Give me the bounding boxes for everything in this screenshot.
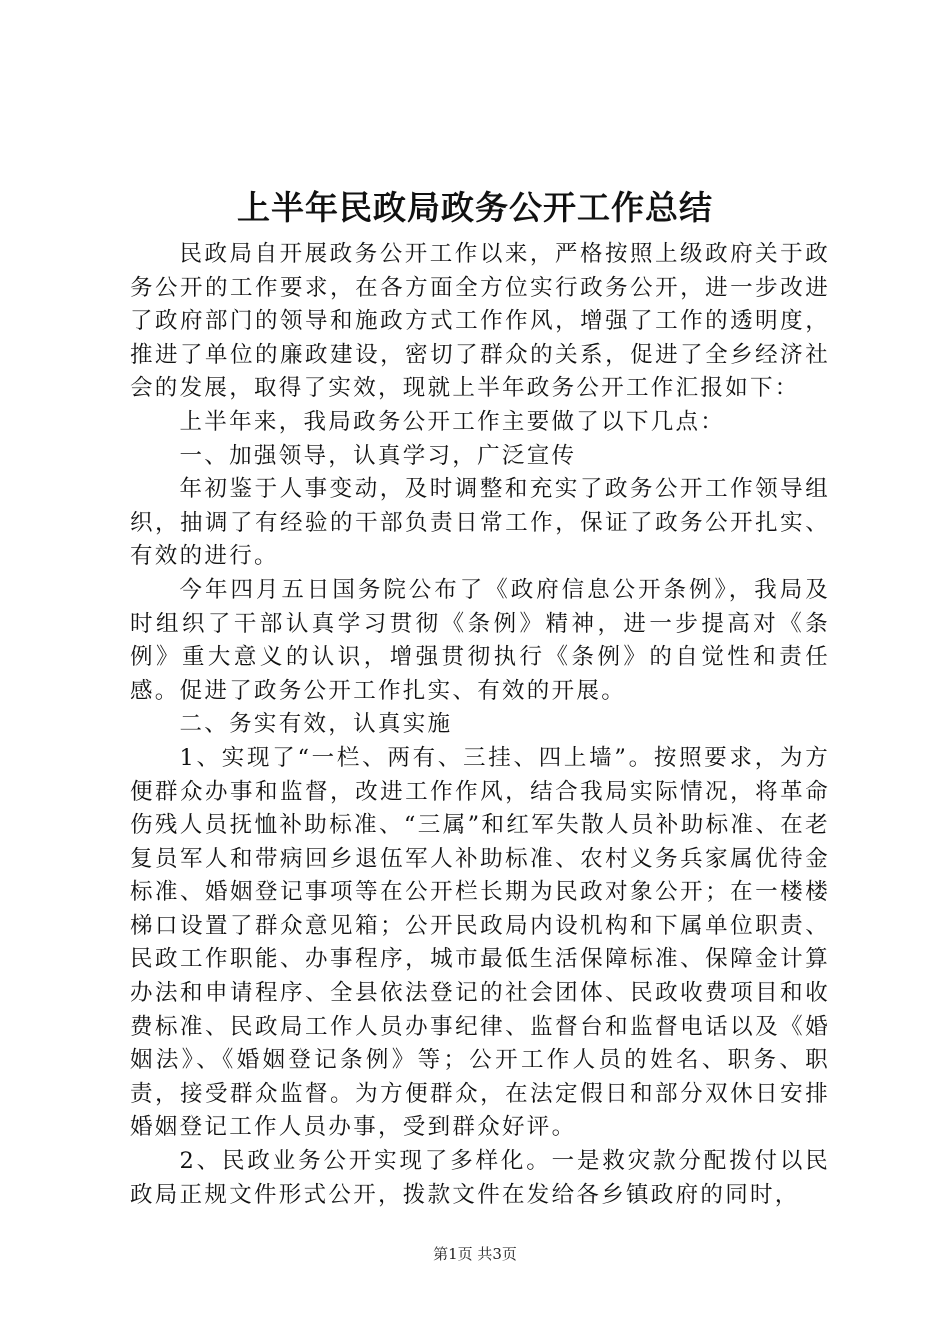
- paragraph-regulations: 今年四月五日国务院公布了《政府信息公开条例》，我局及时组织了干部认真学习贯彻《条例》精神，进一步提高对《条例》重大意义的认识，增强贯彻执行《条例》的自觉性和责任感。促进了政务公开工作扎实、有效的开展。: [130, 576, 830, 704]
- document-body: [130, 238, 830, 1212]
- paragraph-summary-lead: 上半年来，我局政务公开工作主要做了以下几点：: [179, 408, 726, 435]
- document-title: 上半年民政局政务公开工作总结: [237, 188, 713, 227]
- section-heading-2: 二、务实有效，认真实施: [179, 711, 453, 738]
- paragraph-item-2: 2、民政业务公开实现了多样化。一是救灾款分配拨付以民政局正规文件形式公开，拨款文件在发给各乡镇政府的同时，: [130, 1148, 830, 1208]
- paragraph-leadership: 年初鉴于人事变动，及时调整和充实了政务公开工作领导组织，抽调了有经验的干部负责日常工作，保证了政务公开扎实、有效的进行。: [130, 476, 830, 570]
- page-number-footer: 第1页 共3页: [433, 1245, 517, 1263]
- paragraph-intro: 民政局自开展政务公开工作以来，严格按照上级政府关于政务公开的工作要求，在各方面全方位实行政务公开，进一步改进了政府部门的领导和施政方式工作作风，增强了工作的透明度，推进了单位的廉政建设，密切了群众的关系，促进了全乡经济社会的发展，取得了实效，现就上半年政务公开工作汇报如下：: [130, 241, 830, 402]
- paragraph-item-1: 1、实现了“一栏、两有、三挂、四上墙”。按照要求，为方便群众办事和监督，改进工作作风，结合我局实际情况，将革命伤残人员抚恤补助标准、“三属”和红军失散人员补助标准、在老复员军人和带病回乡退伍军人补助标准、农村义务兵家属优待金标准、婚姻登记事项等在公开栏长期为民政对象公开；在一楼楼梯口设置了群众意见箱；公开民政局内设机构和下属单位职责、民政工作职能、办事程序，城市最低生活保障标准、保障金计算办法和申请程序、全县依法登记的社会团体、民政收费项目和收费标准、民政局工作人员办事纪律、监督台和监督电话以及《婚姻法》、《婚姻登记条例》等；公开工作人员的姓名、职务、职责，接受群众监督。为方便群众，在法定假日和部分双休日安排婚姻登记工作人员办事，受到群众好评。: [130, 744, 830, 1141]
- section-heading-1: 一、加强领导，认真学习，广泛宣传: [179, 442, 577, 469]
